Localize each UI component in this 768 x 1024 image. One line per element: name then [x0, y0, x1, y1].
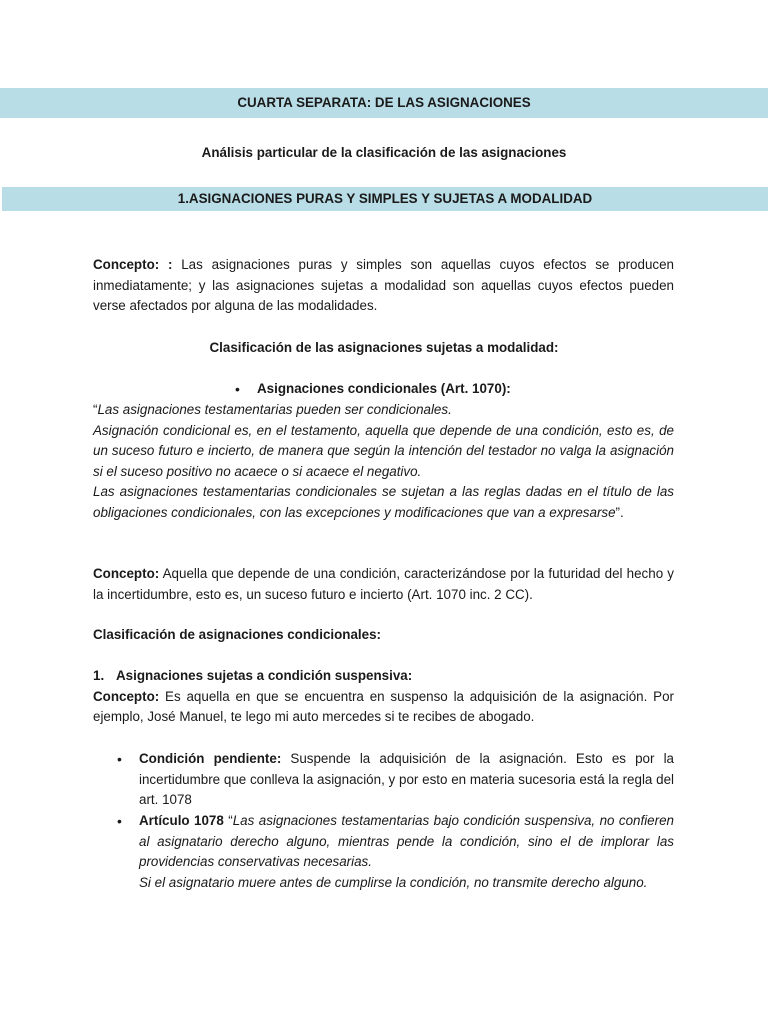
- quote-close: ”.: [615, 504, 624, 520]
- condicionales-heading: Asignaciones condicionales (Art. 1070):: [257, 381, 511, 396]
- heading-clasificacion-modalidad: Clasificación de las asignaciones sujetas a modalidad:: [209, 340, 559, 355]
- list-number: 1.: [93, 668, 105, 683]
- concepto-paragraph-1: [93, 255, 674, 317]
- list-item-condicion-pendiente: [139, 749, 674, 811]
- list-item-articulo-1078: [139, 811, 674, 893]
- item-label: Artículo 1078: [139, 813, 224, 828]
- subtitle: Análisis particular de la clasificación de las asignaciones: [201, 145, 567, 160]
- concepto-label: Concepto: :: [93, 257, 173, 272]
- item-text-2: Si el asignatario muere antes de cumplirse la condición, no transmite derecho alguno.: [139, 874, 648, 890]
- section-band-heading: 1.ASIGNACIONES PURAS Y SIMPLES Y SUJETAS A MODALIDAD: [2, 187, 768, 211]
- concepto-text: Aquella que depende de una condición, caracterizándose por la futuridad del hecho y la incertidumbre, esto es, un suceso futuro e incierto (Art. 1070 inc. 2 CC).: [93, 566, 674, 602]
- quote-line-1: Las asignaciones testamentarias pueden ser condicionales.: [97, 402, 452, 417]
- item-text: Las asignaciones testamentarias bajo condición suspensiva, no confieren al asignatario derecho alguno, mientras pende la condición, sino el de implorar las providencias conservativas necesarias.: [139, 813, 674, 870]
- quote-open: “: [223, 813, 233, 828]
- quote-open: “: [93, 402, 98, 417]
- suspensiva-section: [93, 666, 674, 728]
- concepto-text: Es aquella en que se encuentra en suspenso la adquisición de la asignación. Por ejemplo, José Manuel, te lego mi auto mercedes si te recibes de abogado.: [93, 688, 674, 725]
- article-1070-quote: [93, 400, 674, 524]
- item-text: Suspende la adquisición de la asignación. Esto es por la incertidumbre que conlleva la asignación, y por esto en materia sucesoria está la regla del art. 1078: [139, 751, 674, 808]
- bullet-icon: •: [235, 381, 240, 397]
- concepto-text: Las asignaciones puras y simples son aquellas cuyos efectos se producen inmediatamente; y las asignaciones sujetas a modalidad son aquellas cuyos efectos pueden verse afectados por alguna de las modalidades.: [93, 257, 674, 314]
- quote-para-3: Las asignaciones testamentarias condicionales se sujetan a las reglas dadas en el título de las obligaciones condicionales, con las excepciones y modificaciones que van a expresarse: [93, 484, 674, 520]
- bullet-icon: •: [117, 751, 122, 767]
- heading-clasificacion-condicionales: [93, 625, 674, 646]
- concepto-label: Concepto:: [93, 566, 160, 581]
- concepto-paragraph-2: [93, 564, 674, 605]
- section-band-title: CUARTA SEPARATA: DE LAS ASIGNACIONES: [0, 88, 768, 118]
- suspensiva-heading: Asignaciones sujetas a condición suspensiva:: [116, 668, 413, 683]
- item-label: Condición pendiente:: [139, 751, 282, 766]
- quote-para-2: Asignación condicional es, en el testamento, aquella que depende de una condición, esto es, de un suceso futuro e incierto, de manera que según la intención del testador no valga la asignación si el suceso positivo no acaece o si acaece el negativo.: [93, 422, 674, 479]
- concepto-label: Concepto:: [93, 688, 160, 704]
- heading-text: Clasificación de asignaciones condicionales:: [93, 627, 381, 642]
- bullet-icon: •: [117, 813, 122, 829]
